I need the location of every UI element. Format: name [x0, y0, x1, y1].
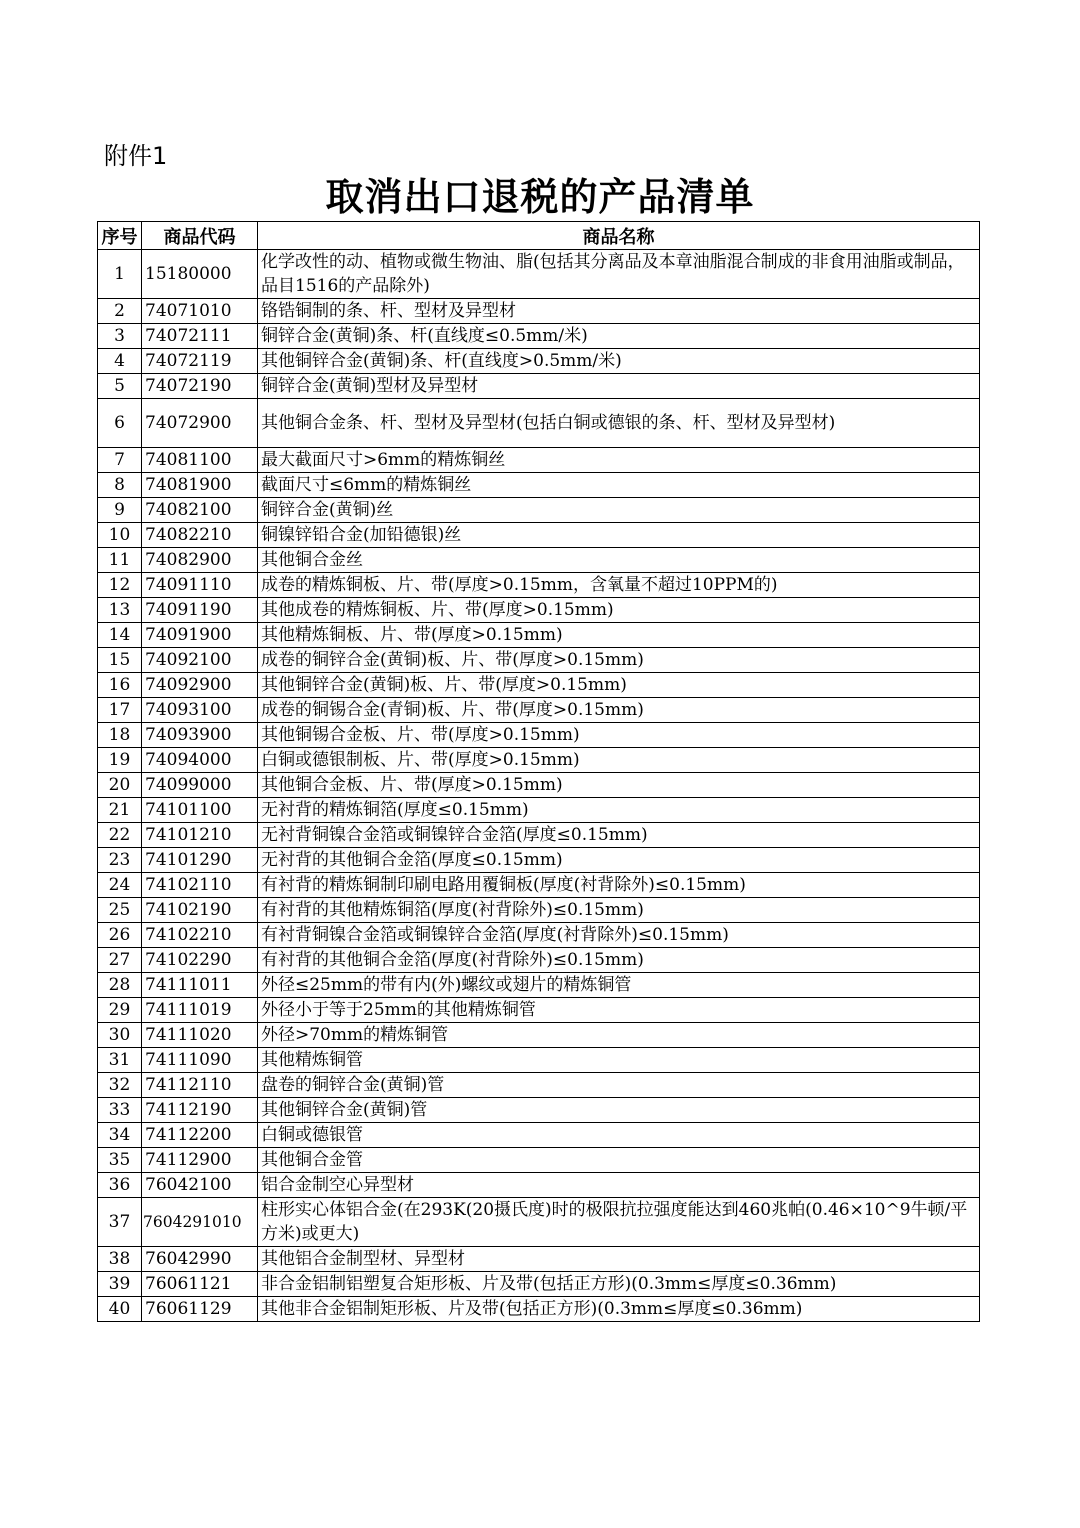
- product-code: 74101210: [142, 823, 258, 848]
- header-code: 商品代码: [142, 222, 258, 250]
- table-row: [98, 523, 980, 548]
- product-code: 74094000: [142, 748, 258, 773]
- product-code: 74102110: [142, 873, 258, 898]
- product-name: 盘卷的铜锌合金(黄铜)管: [258, 1073, 980, 1098]
- product-code: 74072111: [142, 324, 258, 349]
- row-number: 27: [98, 948, 142, 973]
- table-row: [98, 623, 980, 648]
- table-row: [98, 598, 980, 623]
- product-name: 成卷的铜锌合金(黄铜)板、片、带(厚度>0.15mm): [258, 648, 980, 673]
- product-code: 74112900: [142, 1148, 258, 1173]
- product-name: 铜镍锌铅合金(加铅德银)丝: [258, 523, 980, 548]
- table-row: [98, 250, 980, 299]
- table-row: [98, 498, 980, 523]
- product-name: 成卷的铜锡合金(青铜)板、片、带(厚度>0.15mm): [258, 698, 980, 723]
- row-number: 38: [98, 1247, 142, 1272]
- row-number: 28: [98, 973, 142, 998]
- table-row: [98, 299, 980, 324]
- row-number: 14: [98, 623, 142, 648]
- product-name: 其他成卷的精炼铜板、片、带(厚度>0.15mm): [258, 598, 980, 623]
- row-number: 2: [98, 299, 142, 324]
- product-code: 74093900: [142, 723, 258, 748]
- product-name: 最大截面尺寸>6mm的精炼铜丝: [258, 448, 980, 473]
- product-code: 74112200: [142, 1123, 258, 1148]
- row-number: 1: [98, 250, 142, 299]
- product-name: 其他铜锌合金(黄铜)条、杆(直线度>0.5mm/米): [258, 349, 980, 374]
- product-name: 白铜或德银管: [258, 1123, 980, 1148]
- header-name: 商品名称: [258, 222, 980, 250]
- row-number: 15: [98, 648, 142, 673]
- product-code: 74101290: [142, 848, 258, 873]
- table-row: [98, 998, 980, 1023]
- product-code: 74072119: [142, 349, 258, 374]
- row-number: 19: [98, 748, 142, 773]
- product-code: 74102190: [142, 898, 258, 923]
- product-code: 74111019: [142, 998, 258, 1023]
- row-number: 36: [98, 1173, 142, 1198]
- product-code: 74092900: [142, 673, 258, 698]
- table-row: [98, 948, 980, 973]
- table-row: [98, 748, 980, 773]
- product-table: [97, 221, 980, 1322]
- product-code: 74102290: [142, 948, 258, 973]
- product-code: 15180000: [142, 250, 258, 299]
- product-code: 74111020: [142, 1023, 258, 1048]
- row-number: 31: [98, 1048, 142, 1073]
- row-number: 18: [98, 723, 142, 748]
- product-name: 铝合金制空心异型材: [258, 1173, 980, 1198]
- product-code: 74112190: [142, 1098, 258, 1123]
- product-name: 有衬背的其他精炼铜箔(厚度(衬背除外)≤0.15mm): [258, 898, 980, 923]
- table-row: [98, 973, 980, 998]
- product-name: 无衬背的其他铜合金箔(厚度≤0.15mm): [258, 848, 980, 873]
- product-name: 铜锌合金(黄铜)丝: [258, 498, 980, 523]
- table-row: [98, 1148, 980, 1173]
- product-code: 74072190: [142, 374, 258, 399]
- row-number: 9: [98, 498, 142, 523]
- product-name: 无衬背的精炼铜箔(厚度≤0.15mm): [258, 798, 980, 823]
- table-header-row: [98, 222, 980, 250]
- product-code: 74082210: [142, 523, 258, 548]
- row-number: 12: [98, 573, 142, 598]
- product-code: 74091110: [142, 573, 258, 598]
- product-name: 其他铜合金丝: [258, 548, 980, 573]
- row-number: 21: [98, 798, 142, 823]
- product-name: 白铜或德银制板、片、带(厚度>0.15mm): [258, 748, 980, 773]
- table-row: [98, 1023, 980, 1048]
- product-code: 74099000: [142, 773, 258, 798]
- product-name: 截面尺寸≤6mm的精炼铜丝: [258, 473, 980, 498]
- product-name: 成卷的精炼铜板、片、带(厚度>0.15mm，含氧量不超过10PPM的): [258, 573, 980, 598]
- table-row: [98, 1123, 980, 1148]
- row-number: 26: [98, 923, 142, 948]
- table-row: [98, 823, 980, 848]
- row-number: 8: [98, 473, 142, 498]
- row-number: 32: [98, 1073, 142, 1098]
- table-row: [98, 1098, 980, 1123]
- product-name: 外径>70mm的精炼铜管: [258, 1023, 980, 1048]
- table-row: [98, 923, 980, 948]
- product-code: 76042100: [142, 1173, 258, 1198]
- product-name: 化学改性的动、植物或微生物油、脂(包括其分离品及本章油脂混合制成的非食用油脂或制品，品目1516的产品除外): [258, 250, 980, 299]
- row-number: 10: [98, 523, 142, 548]
- product-name: 其他铜锌合金(黄铜)板、片、带(厚度>0.15mm): [258, 673, 980, 698]
- row-number: 20: [98, 773, 142, 798]
- product-code: 74081900: [142, 473, 258, 498]
- table-row: [98, 473, 980, 498]
- table-row: [98, 374, 980, 399]
- product-code: 74101100: [142, 798, 258, 823]
- product-name: 非合金铝制铝塑复合矩形板、片及带(包括正方形)(0.3mm≤厚度≤0.36mm): [258, 1272, 980, 1297]
- row-number: 3: [98, 324, 142, 349]
- product-name: 其他铜锡合金板、片、带(厚度>0.15mm): [258, 723, 980, 748]
- product-name: 铬锆铜制的条、杆、型材及异型材: [258, 299, 980, 324]
- row-number: 5: [98, 374, 142, 399]
- row-number: 39: [98, 1272, 142, 1297]
- table-row: [98, 898, 980, 923]
- row-number: 24: [98, 873, 142, 898]
- product-name: 其他铜合金条、杆、型材及异型材(包括白铜或德银的条、杆、型材及异型材): [258, 399, 980, 448]
- row-number: 37: [98, 1198, 142, 1247]
- product-code: 74112110: [142, 1073, 258, 1098]
- row-number: 17: [98, 698, 142, 723]
- product-name: 有衬背铜镍合金箔或铜镍锌合金箔(厚度(衬背除外)≤0.15mm): [258, 923, 980, 948]
- row-number: 23: [98, 848, 142, 873]
- row-number: 22: [98, 823, 142, 848]
- table-row: [98, 698, 980, 723]
- product-name: 铜锌合金(黄铜)条、杆(直线度≤0.5mm/米): [258, 324, 980, 349]
- row-number: 6: [98, 399, 142, 448]
- product-code: 76061129: [142, 1297, 258, 1322]
- product-code: 74082900: [142, 548, 258, 573]
- product-code: 74092100: [142, 648, 258, 673]
- product-name: 外径≤25mm的带有内(外)螺纹或翅片的精炼铜管: [258, 973, 980, 998]
- table-row: [98, 723, 980, 748]
- table-row: [98, 873, 980, 898]
- table-row: [98, 1198, 980, 1247]
- product-code: 74071010: [142, 299, 258, 324]
- table-row: [98, 773, 980, 798]
- product-code: 74091900: [142, 623, 258, 648]
- table-row: [98, 848, 980, 873]
- row-number: 16: [98, 673, 142, 698]
- row-number: 33: [98, 1098, 142, 1123]
- row-number: 30: [98, 1023, 142, 1048]
- table-row: [98, 448, 980, 473]
- row-number: 4: [98, 349, 142, 374]
- table-row: [98, 1048, 980, 1073]
- product-name: 柱形实心体铝合金(在293K(20摄氏度)时的极限抗拉强度能达到460兆帕(0.46×10^9牛顿/平方米)或更大): [258, 1198, 980, 1247]
- product-name: 无衬背铜镍合金箔或铜镍锌合金箔(厚度≤0.15mm): [258, 823, 980, 848]
- table-row: [98, 324, 980, 349]
- product-code: 76061121: [142, 1272, 258, 1297]
- table-row: [98, 1272, 980, 1297]
- product-code: 76042990: [142, 1247, 258, 1272]
- table-row: [98, 1073, 980, 1098]
- product-name: 铜锌合金(黄铜)型材及异型材: [258, 374, 980, 399]
- product-name: 有衬背的其他铜合金箔(厚度(衬背除外)≤0.15mm): [258, 948, 980, 973]
- table-body: [98, 250, 980, 1322]
- page-title: 取消出口退税的产品清单: [325, 174, 755, 219]
- table-row: [98, 349, 980, 374]
- row-number: 40: [98, 1297, 142, 1322]
- product-name: 其他铜合金管: [258, 1148, 980, 1173]
- table-row: [98, 548, 980, 573]
- header-no: 序号: [98, 222, 142, 250]
- product-code: 74093100: [142, 698, 258, 723]
- product-name: 其他铝合金制型材、异型材: [258, 1247, 980, 1272]
- product-name: 其他精炼铜板、片、带(厚度>0.15mm): [258, 623, 980, 648]
- table-row: [98, 673, 980, 698]
- product-code: 74091190: [142, 598, 258, 623]
- row-number: 13: [98, 598, 142, 623]
- product-code: 74111011: [142, 973, 258, 998]
- row-number: 35: [98, 1148, 142, 1173]
- table-row: [98, 1173, 980, 1198]
- product-code: 74102210: [142, 923, 258, 948]
- product-code: 74082100: [142, 498, 258, 523]
- product-code: 7604291010: [142, 1198, 258, 1247]
- row-number: 25: [98, 898, 142, 923]
- row-number: 34: [98, 1123, 142, 1148]
- product-name: 有衬背的精炼铜制印刷电路用覆铜板(厚度(衬背除外)≤0.15mm): [258, 873, 980, 898]
- row-number: 29: [98, 998, 142, 1023]
- table-row: [98, 1247, 980, 1272]
- product-name: 其他精炼铜管: [258, 1048, 980, 1073]
- row-number: 7: [98, 448, 142, 473]
- product-name: 其他铜锌合金(黄铜)管: [258, 1098, 980, 1123]
- table-row: [98, 648, 980, 673]
- product-code: 74111090: [142, 1048, 258, 1073]
- product-name: 其他铜合金板、片、带(厚度>0.15mm): [258, 773, 980, 798]
- row-number: 11: [98, 548, 142, 573]
- table-row: [98, 573, 980, 598]
- attachment-label: 附件1: [104, 142, 168, 170]
- product-name: 外径小于等于25mm的其他精炼铜管: [258, 998, 980, 1023]
- table-row: [98, 399, 980, 448]
- product-code: 74072900: [142, 399, 258, 448]
- table-row: [98, 798, 980, 823]
- product-name: 其他非合金铝制矩形板、片及带(包括正方形)(0.3mm≤厚度≤0.36mm): [258, 1297, 980, 1322]
- table-row: [98, 1297, 980, 1322]
- product-code: 74081100: [142, 448, 258, 473]
